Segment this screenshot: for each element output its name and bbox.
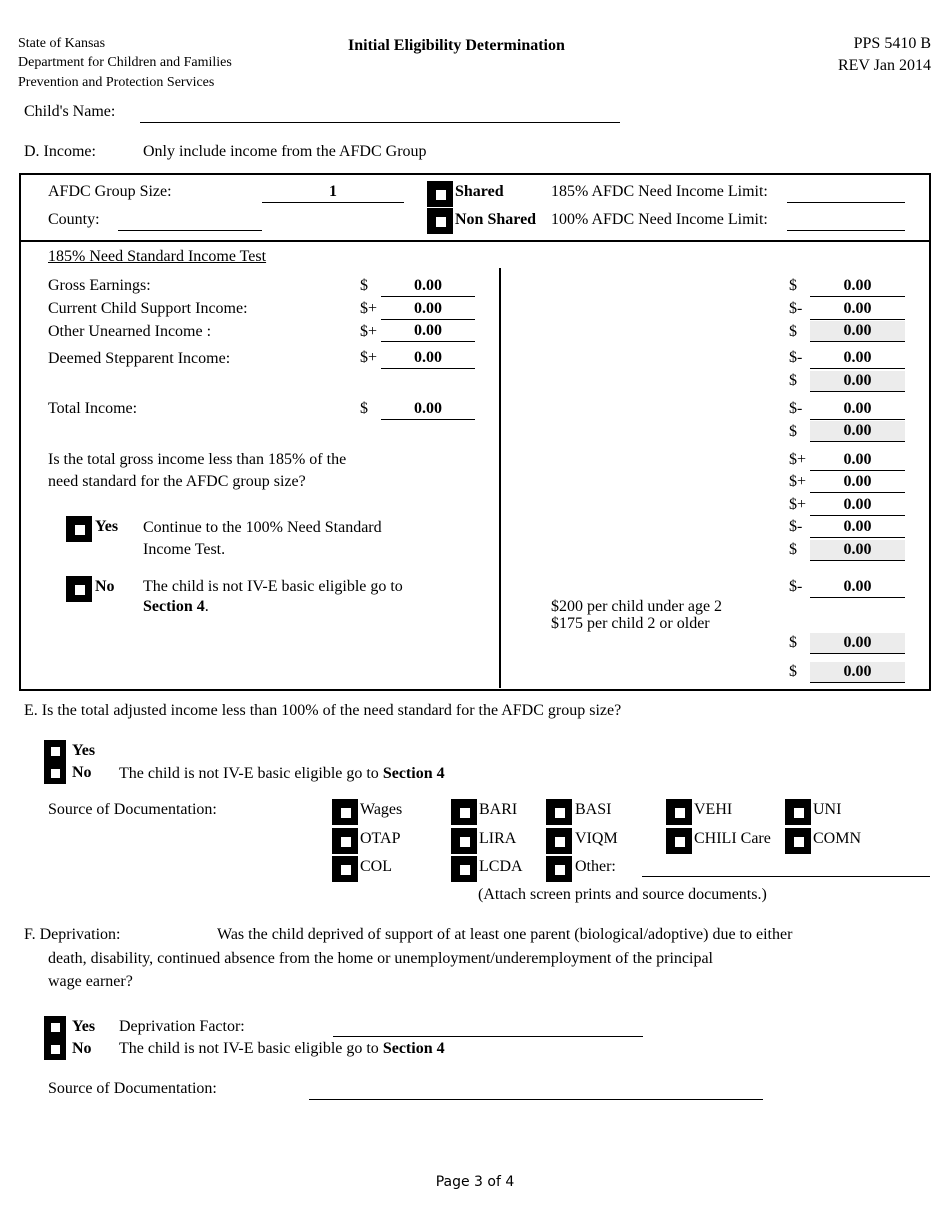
section-e-no-text: The child is not IV-E basic eligible go to Section 4: [119, 765, 445, 782]
section-e-no-checkbox[interactable]: [44, 762, 66, 784]
right-sign: $: [789, 372, 797, 389]
section-e-no-label: No: [72, 764, 92, 781]
org-line-3: Prevention and Protection Services: [18, 75, 215, 90]
comn-label: COMN: [813, 830, 862, 847]
income-column-divider: [499, 268, 501, 688]
total-income-label: Total Income:: [48, 400, 138, 417]
other-unearned-field[interactable]: 0.00: [381, 321, 475, 342]
lcda-checkbox[interactable]: [451, 856, 477, 882]
test-185-no-section-link: Section 4.: [143, 598, 209, 615]
right-amount-field[interactable]: 0.00: [810, 495, 905, 516]
right-amount-field[interactable]: 0.00: [810, 450, 905, 471]
deprivation-factor-field[interactable]: [333, 1036, 643, 1037]
shared-checkbox[interactable]: [427, 181, 453, 207]
question-185-line-2: need standard for the AFDC group size?: [48, 473, 306, 490]
non-shared-label: Non Shared: [455, 211, 537, 228]
total-income-sign: $: [360, 400, 368, 417]
right-amount-field[interactable]: 0.00: [810, 399, 905, 420]
right-amount-field[interactable]: 0.00: [810, 633, 905, 654]
right-amount-field[interactable]: 0.00: [810, 577, 905, 598]
limit-100-field[interactable]: [787, 230, 905, 231]
viqm-label: VIQM: [575, 830, 618, 847]
right-sign: $: [789, 423, 797, 440]
chili-care-label: CHILI Care: [694, 830, 771, 847]
otap-checkbox[interactable]: [332, 828, 358, 854]
right-sign: $+: [789, 451, 807, 468]
org-line-2: Department for Children and Families: [18, 55, 232, 70]
right-sign: $: [789, 323, 797, 340]
limit-100-label: 100% AFDC Need Income Limit:: [551, 211, 768, 228]
income-test-title: 185% Need Standard Income Test: [48, 248, 267, 265]
lira-label: LIRA: [479, 830, 517, 847]
basi-label: BASI: [575, 801, 612, 818]
stepparent-field[interactable]: 0.00: [381, 348, 475, 369]
section-f-source-label: Source of Documentation:: [48, 1080, 217, 1097]
section-f-question-2: death, disability, continued absence from the home or unemployment/underemployment of the principal: [48, 950, 713, 967]
section-e-question: E. Is the total adjusted income less than 100% of the need standard for the AFDC group size?: [24, 702, 622, 719]
section-f-no-checkbox[interactable]: [44, 1038, 66, 1060]
test-185-no-label: No: [95, 578, 115, 595]
child-support-label: Current Child Support Income:: [48, 300, 248, 317]
vehi-checkbox[interactable]: [666, 799, 692, 825]
right-amount-field[interactable]: 0.00: [810, 371, 905, 392]
county-field[interactable]: [118, 230, 262, 231]
vehi-label: VEHI: [694, 801, 733, 818]
right-sign: $-: [789, 400, 803, 417]
right-sign: $: [789, 277, 797, 294]
form-revision: REV Jan 2014: [837, 57, 931, 74]
uni-label: UNI: [813, 801, 842, 818]
right-sign: $-: [789, 349, 803, 366]
right-amount-field[interactable]: 0.00: [810, 540, 905, 561]
stepparent-label: Deemed Stepparent Income:: [48, 350, 231, 367]
bari-label: BARI: [479, 801, 518, 818]
right-sign: $-: [789, 518, 803, 535]
right-sign: $: [789, 663, 797, 680]
section-e-yes-label: Yes: [72, 742, 96, 759]
afdc-group-size-label: AFDC Group Size:: [48, 183, 172, 200]
right-amount-field[interactable]: 0.00: [810, 299, 905, 320]
county-label: County:: [48, 211, 100, 228]
child-support-field[interactable]: 0.00: [381, 299, 475, 320]
test-185-yes-label: Yes: [95, 518, 119, 535]
section-f-yes-label: Yes: [72, 1018, 96, 1035]
limit-185-label: 185% AFDC Need Income Limit:: [551, 183, 768, 200]
page-title: Initial Eligibility Determination: [348, 37, 565, 54]
lira-checkbox[interactable]: [451, 828, 477, 854]
test-185-yes-text-1: Continue to the 100% Need Standard: [143, 519, 382, 536]
right-amount-field[interactable]: 0.00: [810, 321, 905, 342]
right-sign: $-: [789, 300, 803, 317]
child-name-label: Child's Name:: [24, 103, 116, 120]
right-sign: $+: [789, 496, 807, 513]
otap-label: OTAP: [360, 830, 401, 847]
income-box-divider: [19, 240, 931, 242]
section-f-no-text: The child is not IV-E basic eligible go to Section 4: [119, 1040, 445, 1057]
right-amount-field[interactable]: 0.00: [810, 517, 905, 538]
deprivation-factor-label: Deprivation Factor:: [119, 1018, 245, 1035]
afdc-group-size-field[interactable]: 1: [262, 182, 404, 203]
child-name-field[interactable]: [140, 122, 620, 123]
gross-earnings-label: Gross Earnings:: [48, 277, 151, 294]
right-amount-field[interactable]: 0.00: [810, 421, 905, 442]
non-shared-checkbox[interactable]: [427, 208, 453, 234]
section-f-yes-checkbox[interactable]: [44, 1016, 66, 1038]
lcda-label: LCDA: [479, 858, 523, 875]
right-sign: $: [789, 541, 797, 558]
right-sign: $-: [789, 578, 803, 595]
viqm-checkbox[interactable]: [546, 828, 572, 854]
total-income-field[interactable]: 0.00: [381, 399, 475, 420]
test-185-yes-checkbox[interactable]: [66, 516, 92, 542]
section-e-yes-checkbox[interactable]: [44, 740, 66, 762]
attach-note: (Attach screen prints and source documents.): [478, 886, 767, 903]
section-f-question-3: wage earner?: [48, 973, 133, 990]
wages-label: Wages: [360, 801, 403, 818]
org-line-1: State of Kansas: [18, 36, 106, 51]
form-id: PPS 5410 B: [853, 35, 931, 52]
other-source-field[interactable]: [642, 876, 930, 877]
limit-185-field[interactable]: [787, 202, 905, 203]
page-number: Page 3 of 4: [435, 1174, 515, 1190]
child-support-sign: $+: [360, 300, 378, 317]
section-d-label: D. Income:: [24, 143, 96, 160]
test-185-no-text: The child is not IV-E basic eligible go to: [143, 578, 403, 595]
section-e-source-label: Source of Documentation:: [48, 801, 217, 818]
bari-checkbox[interactable]: [451, 799, 477, 825]
shared-label: Shared: [455, 183, 504, 200]
right-sign: $: [789, 634, 797, 651]
right-amount-field[interactable]: 0.00: [810, 276, 905, 297]
section-f-label: F. Deprivation:: [24, 926, 121, 943]
right-sign: $+: [789, 473, 807, 490]
basi-checkbox[interactable]: [546, 799, 572, 825]
col-label: COL: [360, 858, 392, 875]
gross-earnings-sign: $: [360, 277, 368, 294]
childcare-note-2: $175 per child 2 or older: [551, 615, 710, 632]
right-amount-field[interactable]: 0.00: [810, 662, 905, 683]
other-unearned-sign: $+: [360, 323, 378, 340]
section-f-no-label: No: [72, 1040, 92, 1057]
childcare-note-1: $200 per child under age 2: [551, 598, 723, 615]
section-f-source-field[interactable]: [309, 1099, 763, 1100]
col-checkbox[interactable]: [332, 856, 358, 882]
other-unearned-label: Other Unearned Income :: [48, 323, 212, 340]
test-185-no-checkbox[interactable]: [66, 576, 92, 602]
section-f-question-1: Was the child deprived of support of at least one parent (biological/adoptive) due to either: [217, 926, 793, 943]
uni-checkbox[interactable]: [785, 799, 811, 825]
test-185-yes-text-2: Income Test.: [143, 541, 226, 558]
question-185-line-1: Is the total gross income less than 185% of the: [48, 451, 347, 468]
other-checkbox[interactable]: [546, 856, 572, 882]
other-label: Other:: [575, 858, 616, 875]
comn-checkbox[interactable]: [785, 828, 811, 854]
right-amount-field[interactable]: 0.00: [810, 348, 905, 369]
gross-earnings-field[interactable]: 0.00: [381, 276, 475, 297]
wages-checkbox[interactable]: [332, 799, 358, 825]
section-d-instruction: Only include income from the AFDC Group: [143, 143, 427, 160]
chili-care-checkbox[interactable]: [666, 828, 692, 854]
stepparent-sign: $+: [360, 349, 378, 366]
right-amount-field[interactable]: 0.00: [810, 472, 905, 493]
